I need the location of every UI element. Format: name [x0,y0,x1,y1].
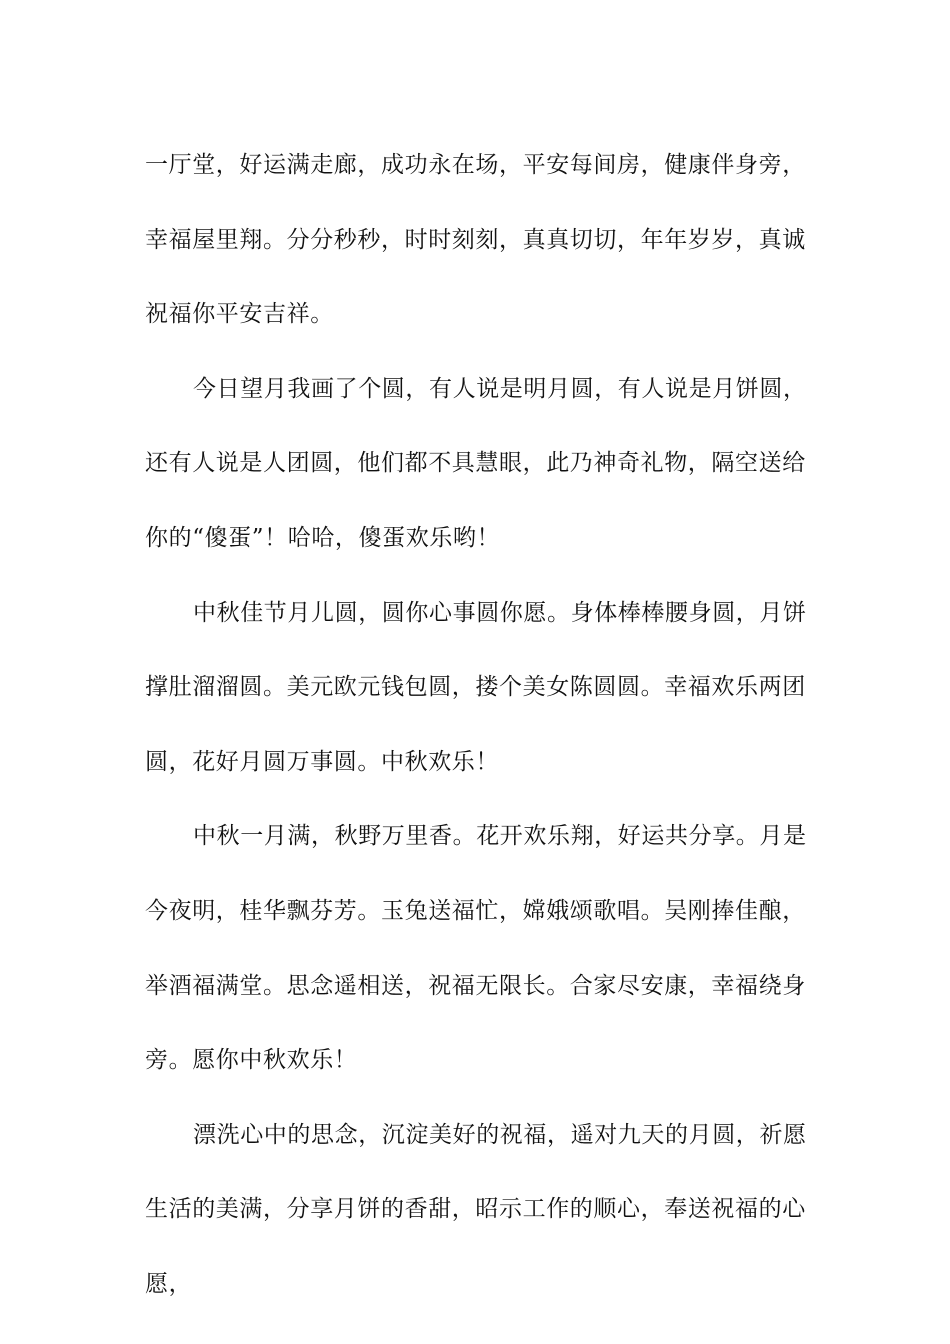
paragraph-5: 漂洗心中的思念，沉淀美好的祝福，遥对九天的月圆，祈愿生活的美满，分享月饼的香甜，昭示工作的顺心，奉送祝福的心愿， [145,1121,807,1297]
paragraph-3: 中秋佳节月儿圆，圆你心事圆你愿。身体棒棒腰身圆，月饼撑肚溜溜圆。美元欧元钱包圆，搂个美女陈圆圆。幸福欢乐两团圆，花好月圆万事圆。中秋欢乐！ [145,599,807,775]
paragraph-1: 一厅堂，好运满走廊，成功永在场，平安每间房，健康伴身旁，幸福屋里翔。分分秒秒，时时刻刻，真真切切，年年岁岁，真诚祝福你平安吉祥。 [145,152,806,328]
document-body [145,128,813,1322]
paragraph-2: 今日望月我画了个圆，有人说是明月圆，有人说是月饼圆，还有人说是人团圆，他们都不具慧眼，此乃神奇礼物，隔空送给你的“傻蛋”！哈哈，傻蛋欢乐哟！ [145,375,807,551]
paragraph-4: 中秋一月满，秋野万里香。花开欢乐翔，好运共分享。月是今夜明，桂华飘芬芳。玉兔送福忙，嫦娥颂歌唱。吴刚捧佳酿，举酒福满堂。思念遥相送，祝福无限长。合家尽安康，幸福绕身旁。愿你中秋欢乐！ [145,823,807,1074]
